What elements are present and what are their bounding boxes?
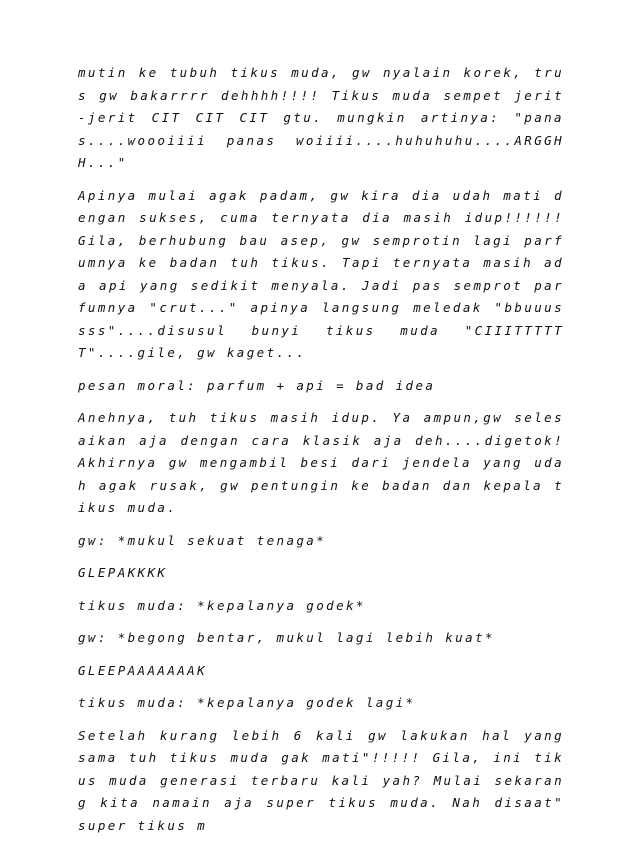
paragraph-still-alive: Anehnya, tuh tikus masih idup. Ya ampun,gw selesaikan aja dengan cara klasik aja deh....digetok! Akhirnya gw mengambil besi dari jendela yang udah agak rusak, gw pentungin ke badan dan kepala tikus muda. bbox=[78, 410, 564, 515]
paragraph-moral: pesan moral: parfum + api = bad idea bbox=[78, 377, 436, 393]
dialogue-line-mouse-reaction: tikus muda: *kepalanya godek* bbox=[78, 597, 366, 613]
dialogue-line-hit-harder: gw: *begong bentar, mukul lagi lebih kuat* bbox=[78, 630, 495, 645]
sound-effect-glepak: GLEPAKKKK bbox=[78, 565, 168, 580]
dialogue-line-hit: gw: *mukul sekuat tenaga* bbox=[78, 532, 327, 548]
paragraph-super-mouse: Setelah kurang lebih 6 kali gw lakukan hal yang sama tuh tikus muda gak mati"!!!!! Gila, ini tikus muda generasi terbaru kali yah? Mulai sekarang kita namain aja super tikus muda. Nah disaat" super tikus m bbox=[78, 727, 564, 833]
sound-effect-gleepak: GLEEPAAAAAAAK bbox=[78, 662, 208, 678]
story-text bbox=[78, 62, 564, 847]
paragraph-perfume-explosion: Apinya mulai agak padam, gw kira dia udah mati dengan sukses, cuma ternyata dia masih idup!!!!!! Gila, berhubung bau asep, gw semprotin lagi parfumnya ke badan tuh tikus. Tapi ternyata masih ada api yang sedikit menyala. Jadi pas semprot parfumnya "crut..." apinya langsung meledak "bbuuussss"....disusul bunyi tikus muda "CIIITTTTTT"....gile, gw kaget... bbox=[78, 187, 564, 360]
dialogue-line-mouse-reaction-again: tikus muda: *kepalanya godek lagi* bbox=[78, 695, 416, 710]
paragraph-burning-mouse: mutin ke tubuh tikus muda, gw nyalain korek, trus gw bakarrrr dehhhh!!!! Tikus muda sempet jerit-jerit CIT CIT CIT gtu. mungkin artinya: "panas....woooiiii panas woiiii....huhuhuhu....ARGGHH..." bbox=[78, 65, 564, 170]
